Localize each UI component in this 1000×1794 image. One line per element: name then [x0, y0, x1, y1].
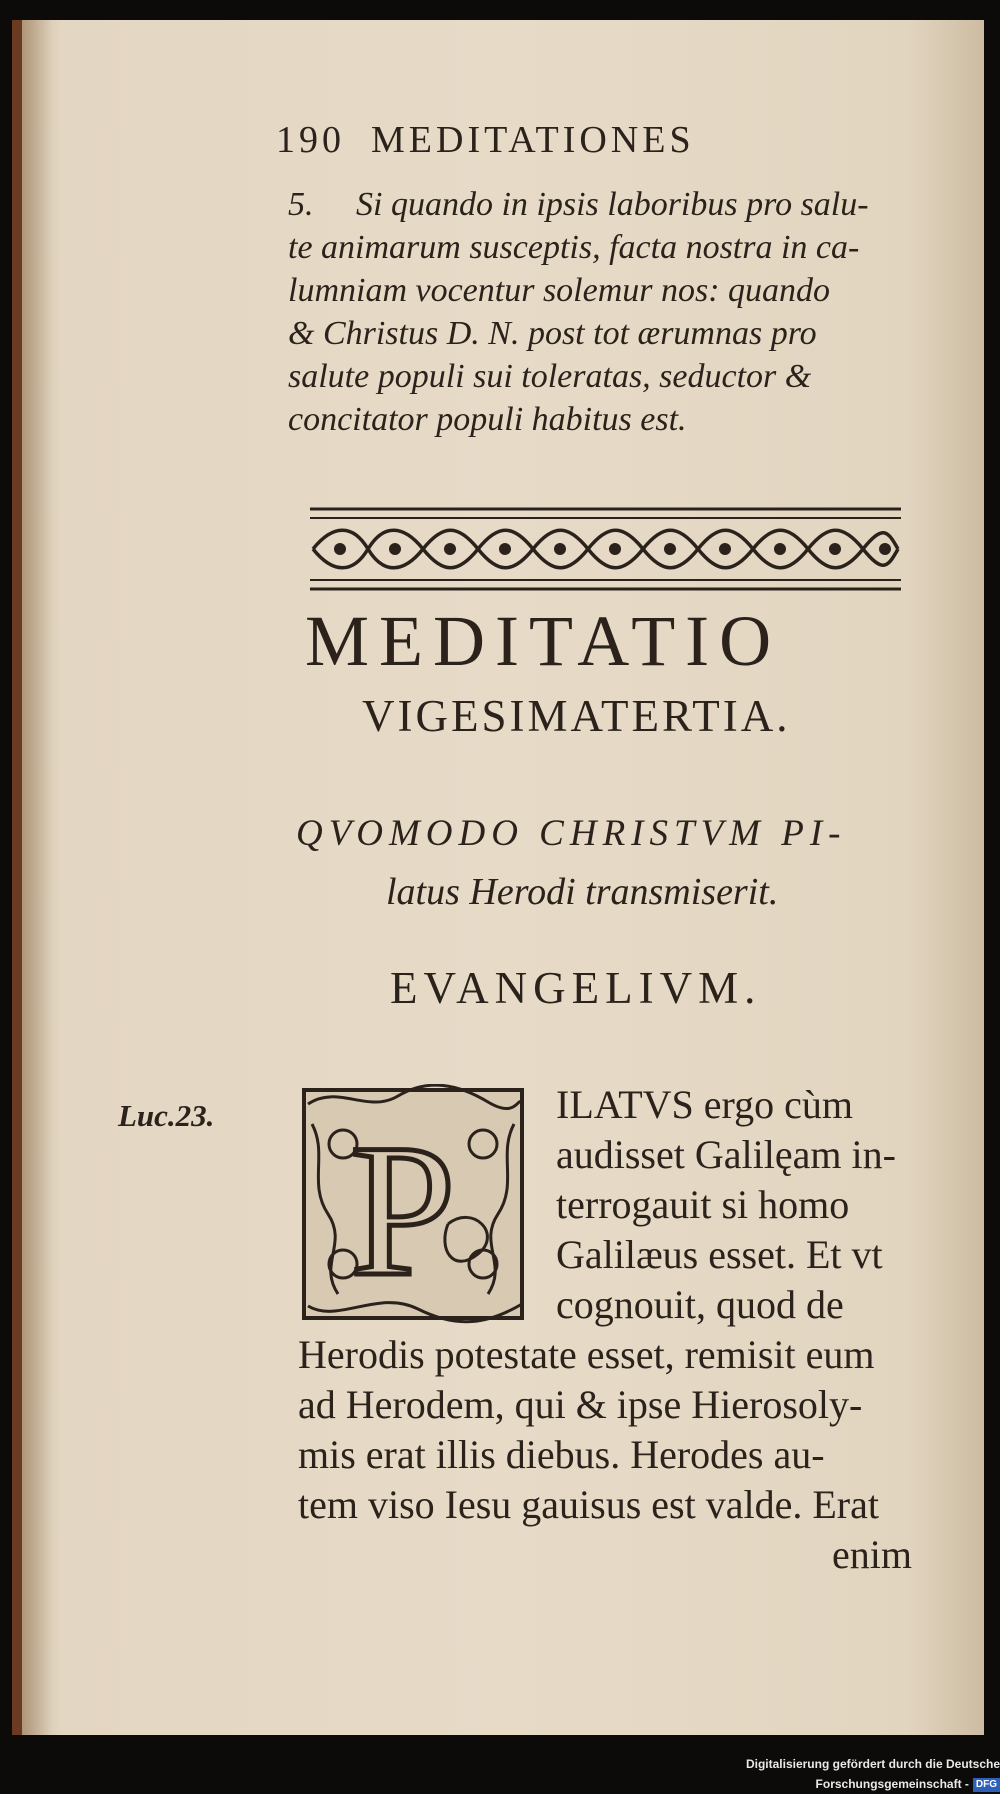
item-line-3: lumniam vocentur solemur nos: quando [288, 272, 831, 309]
ornamental-band [308, 506, 903, 592]
item-line-6: concitator populi habitus est. [288, 401, 687, 438]
meditation-subtitle: VIGESIMATERTIA. [362, 691, 791, 741]
item-line-4: & Christus D. N. post tot ærumnas pro [288, 315, 817, 352]
credit-text: Digitalisierung gefördert durch die Deutsche Forschungsgemeinschaft - [745, 1757, 1000, 1791]
running-head [276, 118, 695, 162]
section-heading: EVANGELIVM. [390, 963, 762, 1013]
item-line-1: Si quando in ipsis laboribus pro salu- [356, 186, 869, 223]
margin-reference: Luc.23. [118, 1098, 215, 1133]
page-number: 190 [276, 119, 345, 161]
dfg-logo: DFG [973, 1778, 1000, 1792]
item-number: 5. [288, 186, 314, 223]
gospel-line-1: ILATVS ergo cùm [556, 1082, 853, 1127]
meditation-title: MEDITATIO [305, 601, 782, 681]
gospel-line-2: audisset Galilęam in- [556, 1132, 896, 1177]
gospel-line-3: terrogauit si homo [556, 1182, 850, 1227]
gospel-line-9: tem viso Iesu gauisus est valde. Erat [298, 1482, 879, 1527]
item-line-2: te animarum susceptis, facta nostra in ca- [288, 229, 860, 266]
gospel-line-4: Galilæus esset. Et vt [556, 1232, 883, 1277]
gospel-line-8: mis erat illis diebus. Herodes au- [298, 1432, 825, 1477]
digitization-credit [600, 1754, 1000, 1791]
gospel-line-6: Herodis potestate esset, remisit eum [298, 1332, 875, 1377]
decorated-initial-p [298, 1084, 528, 1324]
page-gutter-shadow [22, 20, 52, 1735]
running-title: MEDITATIONES [371, 119, 695, 161]
summary-line-2: latus Herodi transmiserit. [386, 871, 779, 913]
gospel-line-7: ad Herodem, qui & ipse Hierosoly- [298, 1382, 863, 1427]
item-line-5: salute populi sui toleratas, seductor & [288, 358, 812, 395]
catchword: enim [832, 1532, 912, 1577]
initial-letter: P [350, 1106, 456, 1316]
gospel-line-5: cognouit, quod de [556, 1282, 844, 1327]
summary-line-1: QVOMODO CHRISTVM PI- [296, 813, 847, 854]
